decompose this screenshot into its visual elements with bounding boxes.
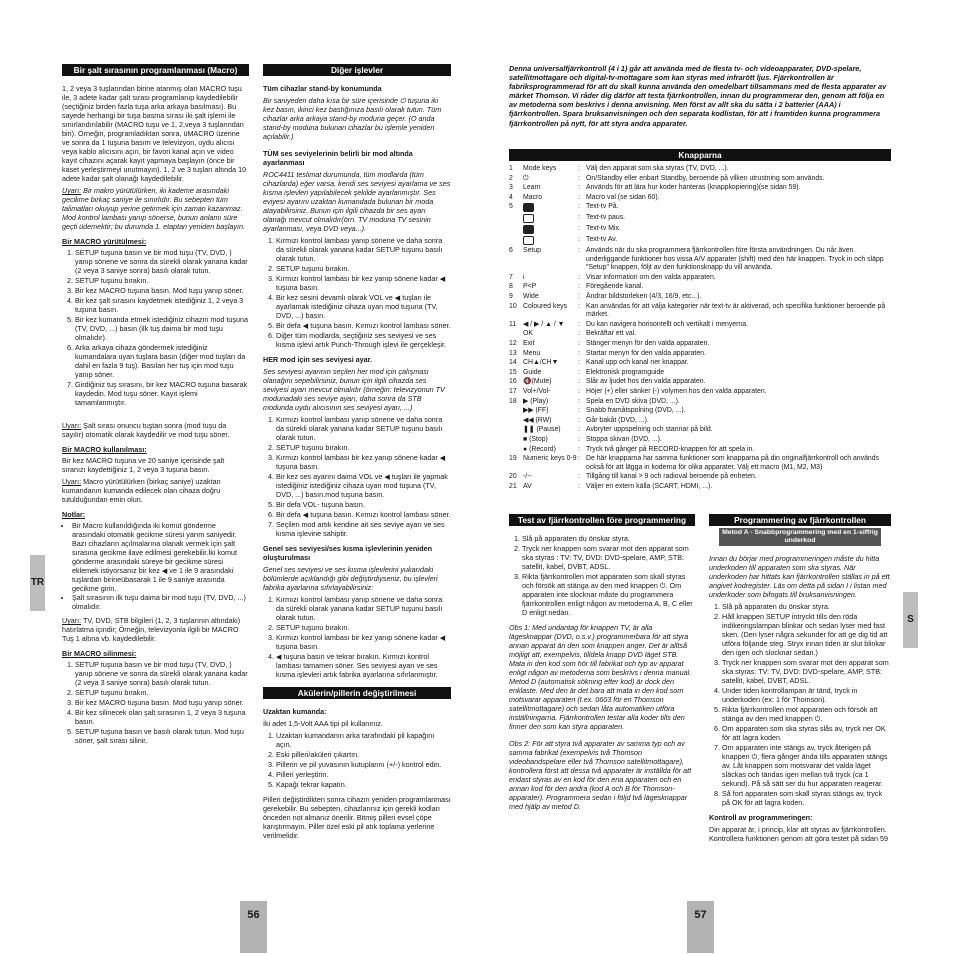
page-number-left: 56: [240, 901, 267, 953]
volume-each-text: Ses seviyesi ayarının seçilen her mod için çalışması olanağını sepebilirsiniz, bunun için ilgili cihazda ses seviyesi ayarı mevcut olmalıdır (örneğin: televizyonun TV modunadaki ses seviye ayarı, daha sonra da STB modunda uydu alıcısının ses seviyesi ayarı, ...): [263, 367, 445, 412]
sv-column-4: [709, 514, 891, 846]
key-row: [509, 426, 891, 436]
key-number: 18: [509, 397, 517, 405]
key-number: 10: [509, 302, 517, 310]
teletext-icon: [523, 203, 534, 212]
key-separator: :: [578, 407, 580, 415]
teletext-icon: [523, 236, 534, 245]
key-row: [509, 455, 891, 473]
key-separator: :: [578, 359, 580, 367]
volume-reset-text: Genel ses seviyesi ve ses kısma işlevlerini yukarıdaki bölümlerde açıklandığı gibi değiştirdiyseniz, bu işlevleri fabrika ayarlarına sıfırlayabilirsiniz:: [263, 565, 438, 592]
key-name: Guide: [523, 368, 542, 376]
key-name: OK: [523, 330, 533, 338]
standby-text: Bir saniyeden daha kısa bir süre içerisinde ⏻ tuşuna iki kez basın, ikinci kez bastığınıza basılı olarak tutun. Tüm cihazlar arka arkaya stand-by moduna geçer. (O anda stand-by moduna bulunan cihazlar bu işlemle yeniden açılabilir.): [263, 96, 442, 141]
key-number: [509, 214, 523, 225]
key-separator: :: [578, 378, 580, 386]
key-row: [509, 417, 891, 427]
macro-section-header: Bir şalt sırasının programlanması (Macro): [62, 64, 249, 76]
key-row: [509, 274, 891, 284]
key-name: ▶ (Play): [523, 397, 549, 405]
obs-1: Obs 1: Med undantag för knappen TV, är alla lägesknappar (DVD, o.s.v.) programmerbara för att styra annan apparat än den som knappen anger. Det är alltså möjligt att, exempelvis, tilldela knapp DVD läget STB. Mata in den kod som hör till fabrikat och typ av apparat enligt någon av metoderna som beskrivs i denna manual. Metod D (automatisk sökning efter kod) är dock den enklaste. Med den är det bara att mata in den kod som motsvarar apparaten (t.ex. 0603 för en Thomson satellitmottagare) och sedan låta automatiken utföra inställningarna. Fjärrkontrollen testar alla koder tills den finner den som kan styra apparaten.: [509, 623, 692, 731]
key-name: ⏻: [523, 174, 529, 182]
key-description: Spela en DVD skiva (DVD, ...).: [586, 397, 680, 405]
tr-column-2: [263, 64, 451, 843]
volume-all-text: ROC4411 teslimat durumunda, tüm modlarda (tüm cihazlarda) eğer varsa, kendi ses seviyesi ayarlama ve ses kısma işlevleri yapılabilecek şekilde ayarlanmıştır. Ses eviyesi ayarını uzaktan kumandada bulunan bir moda atayabilirsiniz. Bunun için ilgili cihazda bir ses ayarı olanağı mevcut olmalıdır(örn. TV moduna TV sesinin ayarlanması, veya DVD veya...).: [263, 170, 451, 233]
key-number: [509, 417, 523, 427]
key-name: [523, 236, 578, 247]
key-row: [509, 184, 891, 194]
page-number-right: 57: [687, 901, 714, 953]
key-number: [509, 436, 523, 446]
sv-intro: [509, 64, 891, 131]
key-number: 2: [509, 174, 513, 182]
key-row: [509, 436, 891, 446]
macro-warning-4: Uyarı: TV, DVD, STB bilgileri (1, 2, 3 tuşlarının altındaki) hatırlatma içindir; Örneğin, televizyonla ilgili bir MACRO Tuş 1 altına vb. kaydedilebilir.: [62, 616, 241, 643]
key-number: 7: [509, 273, 513, 281]
key-number: [509, 330, 523, 340]
macro-warning-2: Uyarı: Şalt sırası onuncu tuştan sonra (mod tuşu da sayılır) otomatik olarak kaydedilir ve mod tuşu söner.: [62, 421, 230, 439]
key-description: Kan användas för att välja kategorier när text-tv är aktiverad, och specifika funktioner beroende på märket.: [586, 302, 886, 319]
check-title: Kontroll av programmeringen:: [709, 813, 813, 822]
key-name: ◀◀ (RW): [523, 416, 552, 424]
key-name: Exit: [523, 340, 535, 347]
key-row: [509, 330, 891, 340]
key-name: CH▲/CH▼: [523, 359, 559, 367]
other-functions-header: Diğer işlevler: [263, 64, 451, 76]
key-description: Används för att lära hur koder hanteras (knappkopiering)(se sidan 59).: [586, 184, 801, 192]
volume-reset-steps: 1. Kırmızı kontrol lambası yanıp sönene ve daha sonra da sürekli olarak yanana kadar SETUP tuşunu basılı olarak tutun. 2. SETUP tuşunu bırakın. 3. Kırmızı kontrol lambası bir kez yanıp sönene kadar ◀ tuşuna basın. 4. ◀ tuşuna basın ve tekrar bırakın. Kırmızı kontrol lambası tamamen söner. Ses seviyesi ayarı ve ses kısma işlevleri artık fabrika ayarlarına sıfırlanmıştır.: [263, 595, 451, 679]
key-number: 21: [509, 482, 517, 490]
key-separator: :: [578, 320, 580, 328]
key-number: 16: [509, 378, 517, 386]
key-description: Du kan navigera horisontellt och vertikalt i menyerna.: [586, 320, 749, 328]
key-row: [509, 293, 891, 303]
keys-table: [509, 165, 891, 493]
key-name: ▶▶ (FF): [523, 407, 549, 415]
key-description: On/Standby eller enbart Standby, beroende på vilken utrustning som används.: [586, 174, 825, 182]
key-description: Slår av ljudet hos den valda apparaten.: [586, 378, 706, 386]
macro-warning: Uyarı: Bir makro yürütülürken, iki kademe arasındaki gecikme birkaç saniye ile sınırlıdır. Bu sebepten tüm talimatları okuyup yerine getirmek için zaman kazanmaz. Mod kontrol lambası yanıp sönerse, bunun anlamı süre geçti üdemektir; bu durumda 1. etaptan yeniden başlayın.: [62, 186, 245, 231]
key-number: [509, 426, 523, 436]
key-number: 5: [509, 203, 513, 211]
key-number: 8: [509, 283, 513, 291]
method-a-steps: 1. Slå på apparaten du önskar styra. 2. Håll knappen SETUP intryckt tills den röda indikeringslampan blinkar och sedan lyser med fast sken. (Den lyser några sekunder för att ge dig tid att utföra följande steg. Stryx innan tiden är slut blinkar den igen och slocknar sedan.) 3. Tryck ner knappen som svarar mot den apparat som ska styras: TV: TV, DVD: DVD-spelare, AMP, STB: satellit, kabel, DVBT, ADSL. 4. Under tiden kontrollampan är tänd, tryck in underkoden (ex: 1 för Thomson). 5. Rikta fjärrkontrollen mot apparaten och försök att stänga av den med knappen ⏻. 6. Om apparaten som ska styras slås av, tryck ner OK för att lagra koden. 7. Om apparaten inte stängs av, tryck återigen på knappen ⏻, flera gånger ända tills apparaten stängs av. Låt knappen som motsvarar det valda läget släckas och tändas igen mellan två tryck (ca 1 sekund). På så sätt ser du hur apparaten reagerar. 8. Så fort apparaten som skall styras stängs av, tryck på OK för att lagra koden.: [709, 602, 891, 807]
test-header: Test av fjärrkontrollen före programmering: [509, 514, 695, 526]
macro-run-title: Bir MACRO yürütülmesi:: [62, 237, 147, 246]
key-separator: :: [578, 445, 580, 453]
macro-warning-3: Uyarı: Macro yürütülürken (birkaç saniye) uzaktan kumandanın kumanda edilecek olan cihaza doğru tutulduğundan emin olun.: [62, 477, 221, 504]
teletext-icon: [523, 214, 534, 223]
notes-title: Notlar:: [62, 510, 86, 519]
key-number: [509, 407, 523, 417]
key-number: 19: [509, 455, 517, 463]
key-description: Tillgång till kanal > 9 och radioval beroende på enheten.: [586, 473, 757, 481]
key-row: [509, 483, 891, 493]
key-description: Visar information om den valda apparaten.: [586, 273, 716, 281]
key-number: [509, 225, 523, 236]
test-steps: 1. Slå på apparaten du önskar styra. 2. Tryck ner knappen som svarar mot den apparat som ska styras : TV: TV, DVD: DVD-spelare, AMP, STB: satellit, kabel, DVBT, ADSL. 3. Rikta fjärrkontrollen mot apparaten som skall styras och försök att stänga av den med knappen ⏻. Om apparaten inte slocknar måste du programmera fjärrkontrollen enligt någon av metoderna A, B, C eller D enligt nedan.: [509, 534, 695, 617]
key-row: [509, 369, 891, 379]
language-tab-tr: TR: [30, 555, 45, 611]
key-row: [509, 214, 891, 225]
sv-column-3: [509, 514, 695, 814]
key-separator: :: [578, 397, 580, 405]
key-row: [509, 165, 891, 175]
key-separator: :: [578, 482, 580, 490]
key-number: 15: [509, 368, 517, 376]
obs-2: Obs 2: För att styra två apparater av samma typ och av samma fabrikat (exempelvis två Thomson videobandspelare eller två Thomson satellitmottagare), kontrollera först att dessa två apparater är inställda för att endast styras av en kod för den ena apparaten och en annan kod för den andra (kod A och B för Thomson-apparater). Programmera sedan i följd två lägesknappar med hjälp av metod D.: [509, 739, 692, 811]
key-row: [509, 378, 891, 388]
key-name: ❚❚ (Pause): [523, 426, 561, 434]
key-name: ◀ / ▶ / ▲ / ▼: [523, 320, 565, 328]
key-name: Menu: [523, 349, 541, 357]
key-name: Mode keys: [523, 165, 557, 172]
macro-run-steps: 1. SETUP tuşuna basın ve bir mod tuşu (TV, DVD, ) yanıp sönene ve sonra da sürekli olarak yanana kadar (2 veya 3 saniye sonra) basılı olarak tutun. 2. SETUP tuşunu bırakın. 3. Bir kez MACRO tuşuna basın. Mod tuşu yanıp söner. 4. Bir kez şalt sırasını kaydetmek istediğiniz 1, 2 veya 3 tuşuna basın. 5. Bir kez kumanda etmek istediğiniz cihazın mod tuşuna (TV, DVD, ...) basın (ilk tuş daima bir mod tuşu olmalıdır). 6. Arka arkaya cihaza göndermek istediğiniz kumandalara uyan tuşlara basın (diğer mod tuşları da dahil en fazla 9 tuş). Basılan her tuş için mod tuşu yanıp söner. 7. Girdiğiniz tuş sırasını, bir kez MACRO tuşuna basarak kaydedin. Mod tuşu söner. Kayıt işlemi tamamlanmıştır.: [62, 248, 249, 407]
key-separator: :: [578, 330, 580, 338]
key-description: Tryck två gånger på RECORD-knappen för att spela in.: [586, 445, 755, 453]
macro-delete-title: Bir MACRO silinmesi:: [62, 649, 137, 658]
key-description: Text-tv Mix.: [586, 225, 621, 233]
key-name: 🔇(Mute): [523, 378, 552, 386]
key-row: [509, 473, 891, 483]
key-number: 9: [509, 293, 513, 301]
key-separator: :: [578, 416, 580, 424]
key-separator: :: [578, 435, 580, 443]
key-number: 6: [509, 247, 513, 255]
method-a-header: Metod A - Snabbprogrammering med en 1-siffrig underkod: [719, 528, 881, 546]
key-separator: :: [578, 473, 580, 481]
standby-title: Tüm cihazlar stand-by konumunda: [263, 84, 382, 93]
key-name: ● (Record): [523, 445, 556, 453]
key-name: Macro: [523, 193, 543, 201]
key-description: Bekräftar ett val.: [586, 330, 637, 338]
keys-header: Knapparna: [509, 149, 891, 161]
key-row: [509, 350, 891, 360]
key-name: [523, 203, 578, 214]
key-row: [509, 303, 891, 321]
key-number: [509, 236, 523, 247]
key-number: 3: [509, 184, 513, 192]
key-separator: :: [578, 302, 580, 310]
key-number: 13: [509, 349, 517, 357]
key-name: -/--: [523, 473, 532, 481]
key-row: [509, 247, 891, 274]
key-row: [509, 203, 891, 214]
key-name: ■ (Stop): [523, 435, 548, 443]
macro-delete-steps: 1. SETUP tuşuna basın ve bir mod tuşu (TV, DVD, ) yanıp sönene ve sonra da sürekli olarak yanana kadar (2 veya 3 saniye sonra) basılı olarak tutun. 2. SETUP tuşunu bırakın. 3. Bir kez MACRO tuşuna basın. Mod tuşu yanıp söner. 4. Bir kez silinecek olan şalt sırasının 1, 2 veya 3 tuşuna basın. 5. SETUP tuşuna basın ve basılı olarak tutun. Mod tuşu söner, şalt sırası silinir.: [62, 660, 249, 745]
tr-column-1: [62, 64, 249, 751]
key-separator: :: [578, 184, 580, 192]
key-description: Text-tv På.: [586, 203, 619, 211]
battery-header: Akülerin/pillerin değiştirilmesi: [263, 687, 451, 699]
key-name: [523, 214, 578, 225]
key-description: Startar menyn för den valda apparaten.: [586, 349, 706, 357]
key-row: [509, 321, 891, 331]
battery-text: İki adet 1,5-Volt AAA tipi pil kullanınız.: [263, 719, 383, 728]
language-tab-sv: S: [903, 592, 918, 648]
key-description: Ändrar bildstorleken (4/3, 16/9, etc...).: [586, 293, 702, 301]
key-separator: :: [578, 193, 580, 201]
key-description: Föregående kanal.: [586, 283, 644, 291]
key-row: [509, 446, 891, 456]
key-description: Snabb framåtspolning (DVD, ...).: [586, 407, 686, 415]
key-number: 17: [509, 387, 517, 395]
macro-use-title: Bir MACRO kullanılması:: [62, 445, 147, 454]
key-description: Avbryter uppspelning och stannar på bild.: [586, 426, 713, 434]
key-row: [509, 388, 891, 398]
key-separator: :: [578, 349, 580, 357]
key-name: Setup: [523, 247, 542, 255]
key-separator: :: [578, 214, 580, 222]
volume-all-title: TÜM ses seviyelerinin belirli bir mod altında ayarlanması: [263, 149, 413, 167]
key-separator: :: [578, 368, 580, 376]
key-separator: :: [578, 174, 580, 182]
key-number: [509, 446, 523, 456]
volume-all-steps: 1. Kırmızı kontrol lambası yanıp sönene ve daha sonra da sürekli olarak yanana kadar SETUP tuşunu basılı olarak tutun. 2. SETUP tuşunu bırakın. 3. Kırmızı kontrol lambası bir kez yanıp sönene kadar ◀ tuşuna basın. 4. Bir kez sesini devamlı olarak VOL ve ◀ tuşları ile ayarlamak istediğiniz cihaza uyan mod tuşuna (TV, DVD, ...) basın. 5. Bir defa ◀ tuşuna basın. Kırmızı kontrol lambası söner. 6. Diğer tüm modlarda, seçtiğiniz ses seviyesi ve ses kısma işlevi artık Punch-Through işlevi ile gerçekleşir.: [263, 236, 451, 349]
sv-keys-section: [509, 149, 891, 501]
key-description: Går bakåt (DVD, ...).: [586, 416, 649, 424]
key-row: [509, 340, 891, 350]
key-description: Stänger menyn för den valda apparaten.: [586, 340, 710, 347]
key-description: Används när du ska programmera fjärrkontrollen före första användningen. Du når även underliggande funktioner hos vissa A/V apparater (shift) med den här knappen. Tryck in och släpp "Setup" knappen, följt av den funktionsknapp du vill använda.: [586, 247, 884, 272]
key-description: Elektronisk programguide: [586, 368, 665, 376]
key-row: [509, 283, 891, 293]
volume-each-steps: 1. Kırmızı kontrol lambası yanıp sönene ve daha sonra da sürekli olarak yanana kadar SETUP tuşunu basılı olarak tutun. 2. SETUP tuşunu bırakın. 3. Kırmızı kontrol lambası bir kez yanıp sönene kadar ◀ tuşuna basın. 4. Bir kez ses ayarını daima VOL ve ◀ tuşları ile yapmak istediğiniz istediğiniz cihaza uyan mod tuşuna (TV, DVD, ...) basın.mod tuşuna basın. 5. Bir defa VOL- tuşuna basın. 6. Bir defa ◀ tuşuna basın. Kırmızı kontrol lambası söner. 7. Seçilen mod artık kendine ait ses seviye ayarı ve ses kısma işlevine sahiptir.: [263, 415, 451, 538]
key-name: P<P: [523, 283, 537, 291]
check-text: Din apparat är, i princip, klar att styras av fjärrkontrollen. Kontrollera funktionen genom att göra testet på sidan 59: [709, 825, 889, 843]
key-separator: :: [578, 203, 580, 211]
battery-subtitle: Uzaktan kumanda:: [263, 707, 327, 716]
key-name: AV: [523, 482, 532, 490]
method-a-intro: Innan du börjar med programmeringen måste du hitta underkoden till apparaten som ska styras. När underkoden har hittats kan fjärrkontrollen ställas in på ett angivet kodregister. Läs om detta på sidan I i listan med underkoder som bifogats till bruksanvisningen.: [709, 554, 890, 599]
key-separator: :: [578, 293, 580, 301]
notes-list: • Bir Macro kullanıldığında iki komut gönderme arasındaki otomatik gecikme süresi yarım saniyedir. Bazı cihazların açılmalarına olanak vermek için şalt sırasına gecikme ilave edilmesi gerekebilir.İki komut gönderme arasındaki süreye bir gecikme süresi eklemek istiyorsanız bir kez ◀ ve 1 ile 9 arasındaki tuşlardan birineübasarak 1 ile 9 saniye arasında gecikme girin. • Şalt sırasının ilk tuşu daima bir mod tuşu (TV, DVD, ...) olmalıdır.: [62, 521, 249, 611]
volume-reset-title: Genel ses seviyesi/ses kısma işlevlerinin yeniden oluşturulması: [263, 544, 433, 562]
key-description: Välj den apparat som ska styras (TV, DVD, ...).: [586, 165, 729, 172]
key-row: [509, 175, 891, 185]
key-description: Macro val (se sidan 60).: [586, 193, 660, 201]
key-row: [509, 236, 891, 247]
teletext-icon: [523, 225, 534, 234]
key-separator: :: [578, 455, 580, 463]
key-number: 14: [509, 359, 517, 367]
key-separator: :: [578, 426, 580, 434]
volume-each-title: HER mod için ses seviyesi ayar.: [263, 355, 373, 364]
key-row: [509, 407, 891, 417]
key-separator: :: [578, 165, 580, 172]
key-description: Höjer (+) eller sänker (-) volymen hos den valda apparaten.: [586, 387, 767, 395]
key-separator: :: [578, 283, 580, 291]
key-separator: :: [578, 273, 580, 281]
key-number: 4: [509, 193, 513, 201]
key-name: [523, 225, 578, 236]
key-description: Kanal upp och kanal ner knappar.: [586, 359, 689, 367]
key-separator: :: [578, 340, 580, 347]
key-name: Learn: [523, 184, 541, 192]
key-description: Väljer en extern källa (SCART, HDMI, ...).: [586, 482, 713, 490]
battery-note: Pilleri değiştirdikten sonra cihazın yeniden programlanması gerekebilir. Bu sebepten, cihazlarınız için gerekli kodları önceden not almanız önerilir. Bitmiş pilleri evsel çöpe karıştırmayın. Piller özel eski pil atık toplama yerlerine verilmelidir.: [263, 795, 451, 840]
key-separator: :: [578, 236, 580, 244]
key-number: 11: [509, 320, 517, 328]
key-row: [509, 194, 891, 204]
programming-header: Programmering av fjärrkontrollen: [709, 514, 891, 526]
key-name: Coloured keys: [523, 302, 568, 310]
macro-use-text: Bir kez MACRO tuşuna ve 20 saniye içerisinde şalt sıranızı kaydettiğiniz 1, 2 veya 3 tuşuna basın.: [62, 456, 225, 474]
key-row: [509, 359, 891, 369]
key-separator: :: [578, 247, 580, 255]
key-description: De här knapparna har samma funktioner som knapparna på din originalfjärrkontroll och används också för att lägga in koderna för olika apparater. Välj ett macro (M1, M2, M3): [586, 455, 880, 471]
macro-intro: 1, 2 veya 3 tuşlarından birine atanmış olan MACRO tuşu ile, 3 adete kadar şalt sırası programlanıp kaydedilebilir (seçtiğiniz birden fazla tuşa arka arkaya basılması). Bu sayede herhangi bir tuşa basma sırası iki şalt işlemi ile sınırlandırılabilir (MACRO tuşu ve 1, 2,veya 3 tuşlarından biri). Örneğin, programladıktan sonra, üMACRO üzerine ve sonra da 1 tuşuna basım ve televizyon, uydu alıcısı veya kablo alıcısını açın, bir favori kanal açın ve video kayıt cihazını açarak kayıt yapmaya başlayın (önce bir kaset yerleştirmeyi unutmayın). 1, 2 ve 3 tuşları altında 10 adete kadar şalt olanağı kaydedilebilir.: [62, 84, 247, 183]
key-separator: :: [578, 387, 580, 395]
intro-text: Denna universalfjärrkontroll (4 i 1) går att använda med de flesta tv- och videoapparater, DVD-spelare, satellitmottagare och digital-tv-mottagare som kan styras med infrarött ljus. Fjärrkontrollen är fabriksprogrammerad för att du skall kunna använda den omedelbart tillsammans med de flesta apparater av märket Thomson. Vi råder dig därför att testa fjärrkontrollen, innan du programmerar den, genom att följa en av metoderna som beskrivs i denna anvisning. Men först av allt ska du sätta i 2 batterier (AAA) i fjärrkontrollen. Spara bruksanvisningen och den separata kodlistan, för att i framtiden kunna programmera fjärrkontrollen på nytt, för att styra andra apparater.: [509, 64, 887, 128]
key-name: Wide: [523, 293, 539, 301]
key-name: Vol+/Vol-: [523, 387, 551, 395]
key-row: [509, 225, 891, 236]
key-description: Text-tv Av.: [586, 236, 618, 244]
key-name: Numeric keys 0-9: [523, 455, 577, 463]
key-description: Stoppa skivan (DVD, ...).: [586, 435, 662, 443]
key-number: 1: [509, 165, 513, 172]
key-name: i: [523, 273, 525, 281]
key-number: 12: [509, 340, 517, 347]
key-description: Text-tv paus.: [586, 214, 626, 222]
key-separator: :: [578, 225, 580, 233]
key-row: [509, 398, 891, 408]
key-number: 20: [509, 473, 517, 481]
battery-steps: 1. Uzaktan kumandanın arka tarafındaki pil kapağını açın. 2. Eski pilleri/aküleri çıkartın. 3. Pillerin ve pil yuvasının kutuplarını (+/-) kontrol edin. 4. Pilleri yerleştirin. 5. Kapağı tekrar kapatın.: [263, 731, 451, 789]
